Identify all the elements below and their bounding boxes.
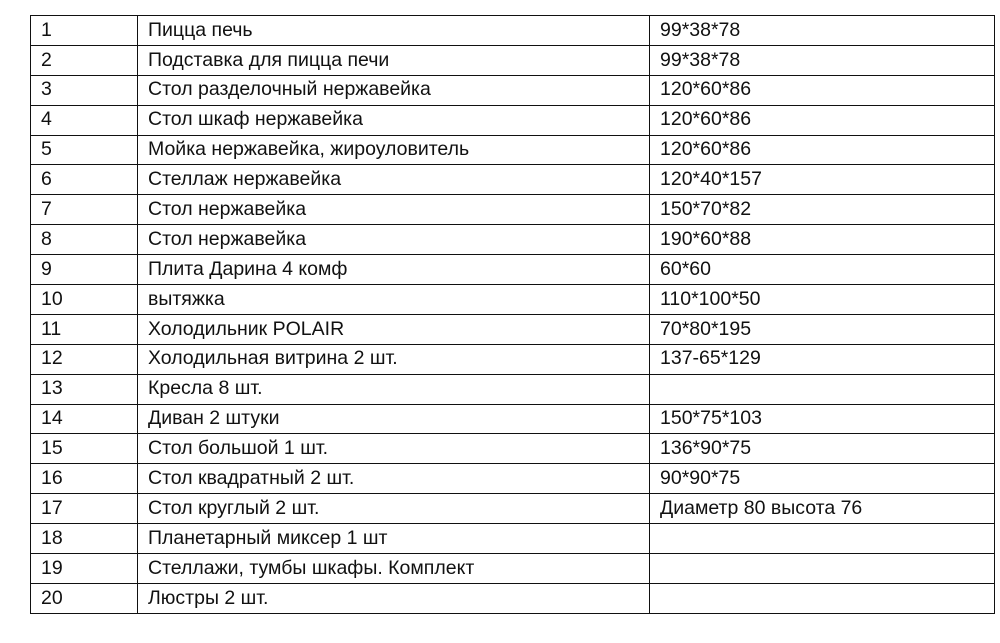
table-row: [31, 16, 995, 46]
item-name-cell: Холодильная витрина 2 шт.: [138, 344, 650, 374]
row-number-cell: 15: [31, 434, 138, 464]
table-row: [31, 285, 995, 315]
table-row: [31, 344, 995, 374]
dimensions-cell: [650, 583, 995, 613]
row-number-cell: 6: [31, 165, 138, 195]
row-number-cell: 9: [31, 255, 138, 285]
row-number-cell: 3: [31, 75, 138, 105]
dimensions-cell: 120*60*86: [650, 105, 995, 135]
row-number-cell: 10: [31, 285, 138, 315]
item-name-cell: Стол нержавейка: [138, 195, 650, 225]
item-name-cell: Стол квадратный 2 шт.: [138, 464, 650, 494]
table-row: [31, 45, 995, 75]
row-number-cell: 7: [31, 195, 138, 225]
table-row: [31, 434, 995, 464]
row-number-cell: 17: [31, 494, 138, 524]
equipment-table: [30, 15, 995, 614]
table-row: [31, 314, 995, 344]
dimensions-cell: 60*60: [650, 255, 995, 285]
row-number-cell: 19: [31, 554, 138, 584]
item-name-cell: Мойка нержавейка, жироуловитель: [138, 135, 650, 165]
dimensions-cell: 70*80*195: [650, 314, 995, 344]
row-number-cell: 1: [31, 16, 138, 46]
table-row: [31, 195, 995, 225]
table-row: [31, 225, 995, 255]
item-name-cell: Стол большой 1 шт.: [138, 434, 650, 464]
row-number-cell: 8: [31, 225, 138, 255]
dimensions-cell: [650, 524, 995, 554]
item-name-cell: Стол круглый 2 шт.: [138, 494, 650, 524]
dimensions-cell: 137-65*129: [650, 344, 995, 374]
item-name-cell: Пицца печь: [138, 16, 650, 46]
item-name-cell: Диван 2 штуки: [138, 404, 650, 434]
dimensions-cell: 99*38*78: [650, 16, 995, 46]
item-name-cell: Планетарный миксер 1 шт: [138, 524, 650, 554]
row-number-cell: 12: [31, 344, 138, 374]
item-name-cell: вытяжка: [138, 285, 650, 315]
item-name-cell: Кресла 8 шт.: [138, 374, 650, 404]
item-name-cell: Подставка для пицца печи: [138, 45, 650, 75]
table-row: [31, 464, 995, 494]
row-number-cell: 20: [31, 583, 138, 613]
row-number-cell: 2: [31, 45, 138, 75]
item-name-cell: Стол шкаф нержавейка: [138, 105, 650, 135]
item-name-cell: Холодильник POLAIR: [138, 314, 650, 344]
table-row: [31, 524, 995, 554]
table-row: [31, 494, 995, 524]
table-row: [31, 255, 995, 285]
table-row: [31, 374, 995, 404]
item-name-cell: Стол разделочный нержавейка: [138, 75, 650, 105]
dimensions-cell: Диаметр 80 высота 76: [650, 494, 995, 524]
row-number-cell: 14: [31, 404, 138, 434]
table-row: [31, 554, 995, 584]
dimensions-cell: [650, 554, 995, 584]
table-row: [31, 135, 995, 165]
item-name-cell: Стол нержавейка: [138, 225, 650, 255]
table-row: [31, 165, 995, 195]
row-number-cell: 5: [31, 135, 138, 165]
table-row: [31, 404, 995, 434]
dimensions-cell: 120*40*157: [650, 165, 995, 195]
dimensions-cell: 90*90*75: [650, 464, 995, 494]
table-row: [31, 75, 995, 105]
dimensions-cell: 99*38*78: [650, 45, 995, 75]
dimensions-cell: [650, 374, 995, 404]
dimensions-cell: 136*90*75: [650, 434, 995, 464]
table-row: [31, 583, 995, 613]
item-name-cell: Стеллаж нержавейка: [138, 165, 650, 195]
row-number-cell: 18: [31, 524, 138, 554]
item-name-cell: Люстры 2 шт.: [138, 583, 650, 613]
row-number-cell: 4: [31, 105, 138, 135]
dimensions-cell: 190*60*88: [650, 225, 995, 255]
table-row: [31, 105, 995, 135]
dimensions-cell: 120*60*86: [650, 75, 995, 105]
row-number-cell: 11: [31, 314, 138, 344]
row-number-cell: 16: [31, 464, 138, 494]
dimensions-cell: 150*75*103: [650, 404, 995, 434]
dimensions-cell: 120*60*86: [650, 135, 995, 165]
dimensions-cell: 150*70*82: [650, 195, 995, 225]
row-number-cell: 13: [31, 374, 138, 404]
item-name-cell: Стеллажи, тумбы шкафы. Комплект: [138, 554, 650, 584]
item-name-cell: Плита Дарина 4 комф: [138, 255, 650, 285]
dimensions-cell: 110*100*50: [650, 285, 995, 315]
equipment-table-body: [31, 16, 995, 614]
